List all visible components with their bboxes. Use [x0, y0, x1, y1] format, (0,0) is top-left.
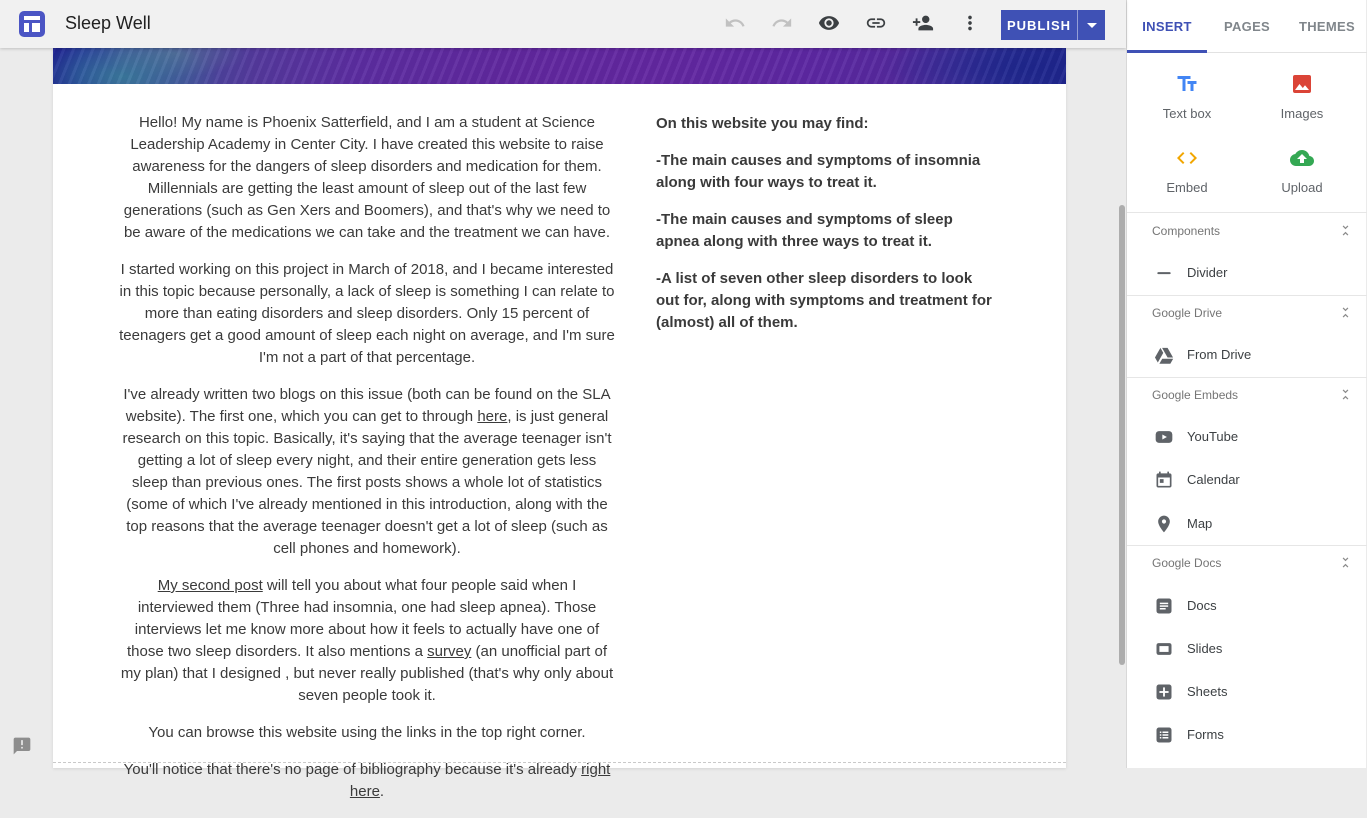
forms-icon [1154, 725, 1174, 745]
publish-dropdown-button[interactable] [1078, 10, 1105, 40]
panel-separator [1127, 377, 1367, 378]
overview-item: -The main causes and symptoms of sleep apnea along with three ways to treat it. [656, 211, 953, 250]
redo-icon [771, 12, 793, 34]
feedback-button[interactable] [12, 736, 32, 756]
map-pin-icon [1154, 514, 1174, 534]
paragraph: My second post will tell you about what four people said when I interviewed them (Three had insomnia, one had sleep apnea). Those interviews let me know more about how it feels to actually have one of those two sleep disorders. It also mentions a survey (an unofficial part of my plan) that I designed , but never really published (that's why only about seven people took it. [120, 577, 614, 704]
section-title-google-drive: Google Drive [1152, 306, 1223, 320]
panel-item-sheets[interactable]: Sheets [1127, 672, 1367, 712]
collapse-google-drive-button[interactable] [1338, 305, 1354, 321]
panel-separator [1127, 295, 1367, 296]
undo-button[interactable] [723, 12, 747, 36]
panel-tabs [1127, 0, 1367, 53]
tab-pages[interactable]: PAGES [1207, 0, 1287, 52]
paragraph: You'll notice that there's no page of bibliography because it's already right here. [123, 761, 611, 800]
feedback-bubble-icon [12, 736, 32, 756]
publish-button[interactable]: PUBLISH [1001, 10, 1078, 40]
collapse-google-embeds-button[interactable] [1338, 387, 1354, 403]
intro-text-box[interactable] [119, 112, 615, 818]
insert-embed-tile[interactable]: Embed [1132, 146, 1242, 206]
panel-item-divider[interactable]: Divider [1127, 253, 1367, 293]
preview-button[interactable] [817, 12, 841, 36]
google-drive-icon [1154, 345, 1174, 365]
add-editors-button[interactable] [911, 12, 935, 36]
top-bar [0, 0, 1126, 48]
link-my-second-post[interactable]: My second post [157, 577, 263, 594]
preview-eye-icon [818, 12, 840, 34]
insert-images-tile[interactable]: Images [1247, 72, 1357, 132]
unfold-less-icon [1338, 555, 1353, 570]
panel-separator [1127, 545, 1367, 546]
banner-image[interactable] [53, 48, 1066, 84]
site-title[interactable]: Sleep Well [65, 13, 151, 33]
upload-cloud-icon [1290, 146, 1314, 170]
section-divider-dashed [53, 762, 1066, 763]
panel-scrollbar-thumb[interactable] [1119, 205, 1125, 665]
more-options-button[interactable] [958, 12, 982, 36]
embed-code-icon [1175, 146, 1199, 170]
unfold-less-icon [1338, 387, 1353, 402]
unfold-less-icon [1338, 223, 1353, 238]
panel-item-slides[interactable]: Slides [1127, 629, 1367, 669]
insert-panel [1126, 0, 1366, 768]
panel-item-calendar[interactable]: Calendar [1127, 460, 1367, 500]
docs-icon [1154, 596, 1174, 616]
images-icon [1290, 72, 1314, 96]
paragraph: I've already written two blogs on this issue (both can be found on the SLA website). The first one, which you can get to through here, is just general research on this topic. Basically, it's saying that the average teenager isn't getting a lot of sleep every night, and their entire generation gets less sleep than previous ones. The first posts shows a whole lot of statistics (some of which I've already mentioned in this introduction, along with the top reasons that the average teenager doesn't get a lot of sleep (such as cell phones and homework). [122, 386, 612, 557]
publish-split-button [1001, 10, 1105, 40]
calendar-icon [1154, 470, 1174, 490]
google-sites-logo[interactable] [19, 11, 45, 37]
collapse-google-docs-button[interactable] [1338, 555, 1354, 571]
link-survey[interactable]: survey [427, 643, 472, 660]
paragraph: I started working on this project in March of 2018, and I became interested in this topic because personally, a lack of sleep is something I can relate to more than eating disorders and sleep disorders. Only 15 percent of teenagers get a good amount of sleep each night on average, and I'm sure I'm not a part of that percentage. [119, 261, 615, 366]
text-box-icon [1175, 72, 1199, 96]
divider-icon [1154, 263, 1174, 283]
tab-themes[interactable]: THEMES [1287, 0, 1367, 52]
section-title-google-docs: Google Docs [1152, 556, 1222, 570]
more-options-icon [959, 12, 981, 34]
link-here[interactable]: here [477, 408, 508, 425]
overview-text-box[interactable] [656, 113, 999, 349]
add-editors-icon [912, 12, 934, 34]
overview-heading: On this website you may find: [656, 115, 869, 132]
panel-item-docs[interactable]: Docs [1127, 586, 1367, 626]
slides-icon [1154, 639, 1174, 659]
tab-insert[interactable]: INSERT [1127, 0, 1207, 52]
insert-upload-tile[interactable]: Upload [1247, 146, 1357, 206]
logo-shape [32, 23, 41, 32]
link-right-here[interactable]: right here [349, 761, 611, 800]
redo-button[interactable] [770, 12, 794, 36]
editor-canvas [0, 48, 1126, 800]
site-page [53, 48, 1066, 800]
panel-item-from-drive[interactable]: From Drive [1127, 335, 1367, 375]
youtube-icon [1154, 427, 1174, 447]
panel-item-forms[interactable]: Forms [1127, 715, 1367, 755]
collapse-components-button[interactable] [1338, 223, 1354, 239]
overview-item: -The main causes and symptoms of insomnia along with four ways to treat it. [656, 152, 981, 191]
insert-text-box-tile[interactable]: Text box [1132, 72, 1242, 132]
logo-shape [24, 23, 29, 32]
logo-shape [24, 16, 40, 20]
paragraph: Hello! My name is Phoenix Satterfield, and I am a student at Science Leadership Academy in Center City. I have created this website to raise awareness for the dangers of sleep disorders and medication for them. Millennials are getting the least amount of sleep out of the last few generations (such as Gen Xers and Boomers), and that's why we need to be aware of the medications we can take and the treatment we can have. [123, 114, 611, 241]
sheets-icon [1154, 682, 1174, 702]
paragraph: You can browse this website using the links in the top right corner. [148, 724, 586, 741]
section-title-google-embeds: Google Embeds [1152, 388, 1239, 402]
unfold-less-icon [1338, 305, 1353, 320]
copy-link-icon [865, 12, 887, 34]
copy-link-button[interactable] [864, 12, 888, 36]
undo-icon [724, 12, 746, 34]
panel-separator [1127, 212, 1367, 213]
overview-item: -A list of seven other sleep disorders to look out for, along with symptoms and treatment for (almost) all of them. [656, 270, 992, 331]
panel-item-youtube[interactable]: YouTube [1127, 417, 1367, 457]
panel-item-map[interactable]: Map [1127, 504, 1367, 544]
section-title-components: Components [1152, 224, 1221, 238]
